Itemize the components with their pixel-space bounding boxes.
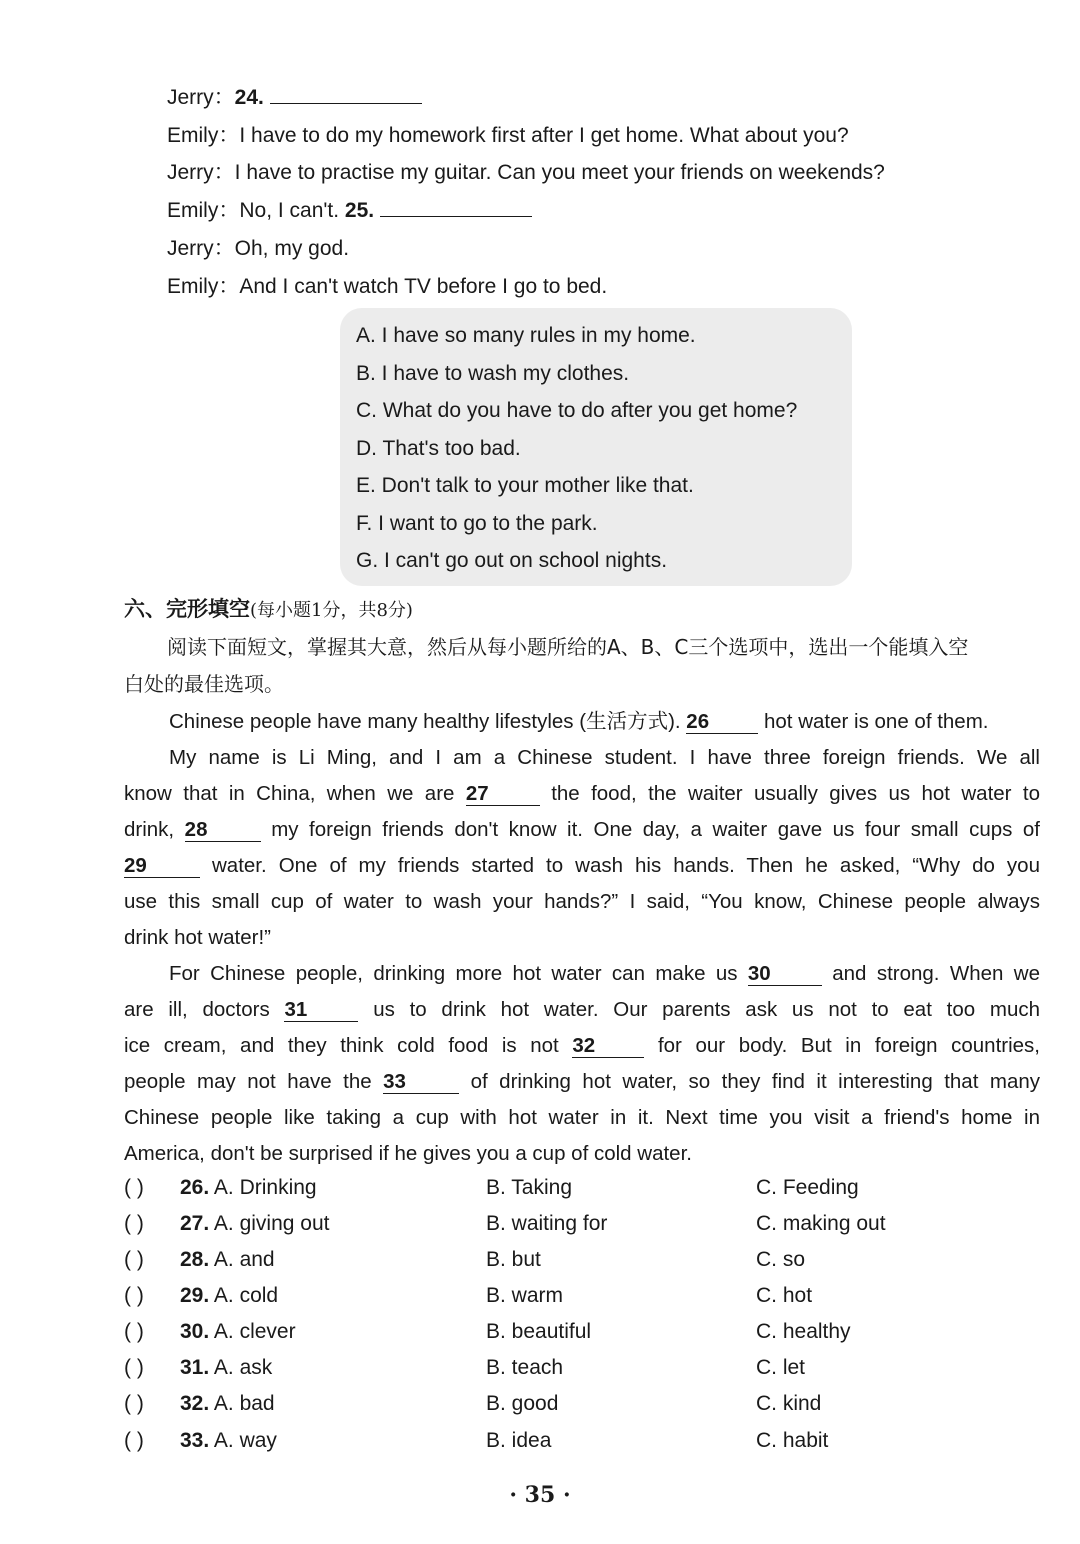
blank-31[interactable]: 31 bbox=[284, 999, 358, 1022]
question-31: ( ) 31. A. ask B. teach C. let bbox=[124, 1354, 1024, 1382]
blank-32[interactable]: 32 bbox=[572, 1035, 644, 1058]
answer-paren[interactable]: ( ) bbox=[124, 1392, 144, 1415]
blank-number: 24. bbox=[234, 86, 264, 109]
dialogue-line-6 bbox=[167, 275, 607, 299]
choice-b: B. Taking bbox=[486, 1176, 572, 1199]
choice-b: B. warm bbox=[486, 1284, 564, 1307]
dialogue-text: I have to do my homework first after I get home. What about you? bbox=[239, 124, 849, 147]
answer-blank-24[interactable] bbox=[270, 103, 422, 104]
answer-paren[interactable]: ( ) bbox=[124, 1176, 144, 1199]
passage-line: America, don't be surprised if he gives you a cup of cold water. bbox=[124, 1142, 692, 1165]
blank-27[interactable]: 27 bbox=[466, 783, 540, 806]
dialogue-line-1 bbox=[167, 86, 422, 110]
option-d: D. That's too bad. bbox=[356, 437, 521, 460]
choice-c: C. healthy bbox=[756, 1320, 851, 1343]
choice-a: A. cold bbox=[213, 1284, 279, 1307]
speaker: Jerry： bbox=[167, 237, 235, 260]
option-g: G. I can't go out on school nights. bbox=[356, 549, 668, 572]
page-number: · 35 · bbox=[509, 1482, 571, 1508]
answer-paren[interactable]: ( ) bbox=[124, 1320, 144, 1343]
answer-paren[interactable]: ( ) bbox=[124, 1248, 144, 1271]
choice-b: B. but bbox=[486, 1248, 541, 1271]
option-e: E. Don't talk to your mother like that. bbox=[356, 474, 694, 497]
blank-29[interactable]: 29 bbox=[124, 855, 200, 878]
speaker: Jerry： bbox=[167, 86, 235, 109]
passage-line: 29 water. One of my friends started to wash his hands. Then he asked, “Why do you bbox=[124, 854, 1040, 877]
dialogue-line-2 bbox=[167, 124, 849, 148]
blank-26[interactable]: 26 bbox=[686, 711, 758, 734]
dialogue-text: And I can't watch TV before I go to bed. bbox=[239, 275, 608, 298]
speaker: Emily： bbox=[167, 199, 240, 222]
blank-28[interactable]: 28 bbox=[185, 819, 261, 842]
question-32: ( ) 32. A. bad B. good C. kind bbox=[124, 1390, 1024, 1418]
choice-a: A. and bbox=[213, 1248, 275, 1271]
option-f: F. I want to go to the park. bbox=[356, 512, 598, 535]
choice-b: B. waiting for bbox=[486, 1212, 608, 1235]
choice-c: C. making out bbox=[756, 1212, 886, 1235]
passage-line: My name is Li Ming, and I am a Chinese student. I have three foreign friends. We all bbox=[169, 746, 1040, 769]
choice-a: A. clever bbox=[213, 1320, 296, 1343]
answer-paren[interactable]: ( ) bbox=[124, 1429, 144, 1452]
question-28: ( ) 28. A. and B. but C. so bbox=[124, 1246, 1024, 1274]
passage bbox=[124, 704, 1040, 1172]
passage-line: Chinese people like taking a cup with hot water in it. Next time you visit a friend's home in bbox=[124, 1106, 1040, 1129]
instruction-line-1: 阅读下面短文，掌握其大意，然后从每小题所给的A、B、C三个选项中，选出一个能填入空 bbox=[167, 635, 969, 659]
blank-30[interactable]: 30 bbox=[748, 963, 822, 986]
question-26: ( ) 26. A. Drinking B. Taking C. Feeding bbox=[124, 1174, 1024, 1202]
blank-33[interactable]: 33 bbox=[383, 1071, 459, 1094]
question-27: ( ) 27. A. giving out B. waiting for C. making out bbox=[124, 1210, 1024, 1238]
choice-b: B. idea bbox=[486, 1429, 552, 1452]
passage-line: people may not have the 33 of drinking hot water, so they find it interesting that many bbox=[124, 1070, 1040, 1093]
option-c: C. What do you have to do after you get home? bbox=[356, 399, 798, 422]
speaker: Jerry： bbox=[167, 161, 235, 184]
dialogue-text: No, I can't. bbox=[239, 199, 340, 222]
options-box bbox=[340, 308, 852, 586]
passage-line: use this small cup of water to wash your hands?” I said, “You know, Chinese people always bbox=[124, 890, 1040, 913]
passage-line: For Chinese people, drinking more hot water can make us 30 and strong. When we bbox=[169, 962, 1040, 985]
dialogue-text: I have to practise my guitar. Can you meet your friends on weekends? bbox=[234, 161, 885, 184]
option-a: A. I have so many rules in my home. bbox=[356, 324, 696, 347]
choice-b: B. beautiful bbox=[486, 1320, 592, 1343]
choice-c: C. hot bbox=[756, 1284, 813, 1307]
dialogue-line-5 bbox=[167, 237, 349, 261]
blank-number: 25. bbox=[344, 199, 375, 222]
question-33: ( ) 33. A. way B. idea C. habit bbox=[124, 1427, 1024, 1455]
question-30: ( ) 30. A. clever B. beautiful C. healthy bbox=[124, 1318, 1024, 1346]
section-heading bbox=[124, 597, 413, 623]
choice-c: C. kind bbox=[756, 1392, 822, 1415]
choice-b: B. good bbox=[486, 1392, 559, 1415]
section-score: (每小题1分，共8分) bbox=[250, 600, 413, 621]
answer-paren[interactable]: ( ) bbox=[124, 1356, 144, 1379]
passage-line: drink hot water!” bbox=[124, 926, 271, 949]
instruction-line-2: 白处的最佳选项。 bbox=[124, 672, 284, 696]
speaker: Emily： bbox=[167, 124, 240, 147]
answer-paren[interactable]: ( ) bbox=[124, 1284, 144, 1307]
choice-a: A. way bbox=[213, 1429, 277, 1452]
answer-blank-25[interactable] bbox=[380, 216, 532, 217]
choice-b: B. teach bbox=[486, 1356, 564, 1379]
choice-a: A. Drinking bbox=[213, 1176, 317, 1199]
speaker: Emily： bbox=[167, 275, 240, 298]
choice-c: C. let bbox=[756, 1356, 806, 1379]
dialogue-text: Oh, my god. bbox=[234, 237, 350, 260]
choice-a: A. giving out bbox=[213, 1212, 330, 1235]
passage-line: ice cream, and they think cold food is not 32 for our body. But in foreign countries, bbox=[124, 1034, 1040, 1057]
dialogue-line-4 bbox=[167, 199, 532, 223]
option-b: B. I have to wash my clothes. bbox=[356, 362, 630, 385]
passage-line: are ill, doctors 31 us to drink hot water. Our parents ask us not to eat too much bbox=[124, 998, 1041, 1021]
dialogue-line-3 bbox=[167, 161, 885, 185]
question-29: ( ) 29. A. cold B. warm C. hot bbox=[124, 1282, 1024, 1310]
choice-a: A. ask bbox=[213, 1356, 273, 1379]
passage-line: know that in China, when we are 27 the food, the waiter usually gives us hot water to bbox=[124, 782, 1040, 805]
section-title: 六、完形填空 bbox=[124, 597, 250, 621]
choice-a: A. bad bbox=[213, 1392, 275, 1415]
choice-c: C. habit bbox=[756, 1429, 829, 1452]
answer-paren[interactable]: ( ) bbox=[124, 1212, 144, 1235]
passage-line: Chinese people have many healthy lifestyles (生活方式). 26 hot water is one of them. bbox=[169, 710, 989, 733]
choice-c: C. so bbox=[756, 1248, 806, 1271]
choice-c: C. Feeding bbox=[756, 1176, 859, 1199]
passage-line: drink, 28 my foreign friends don't know it. One day, a waiter gave us four small cups of bbox=[124, 818, 1040, 841]
